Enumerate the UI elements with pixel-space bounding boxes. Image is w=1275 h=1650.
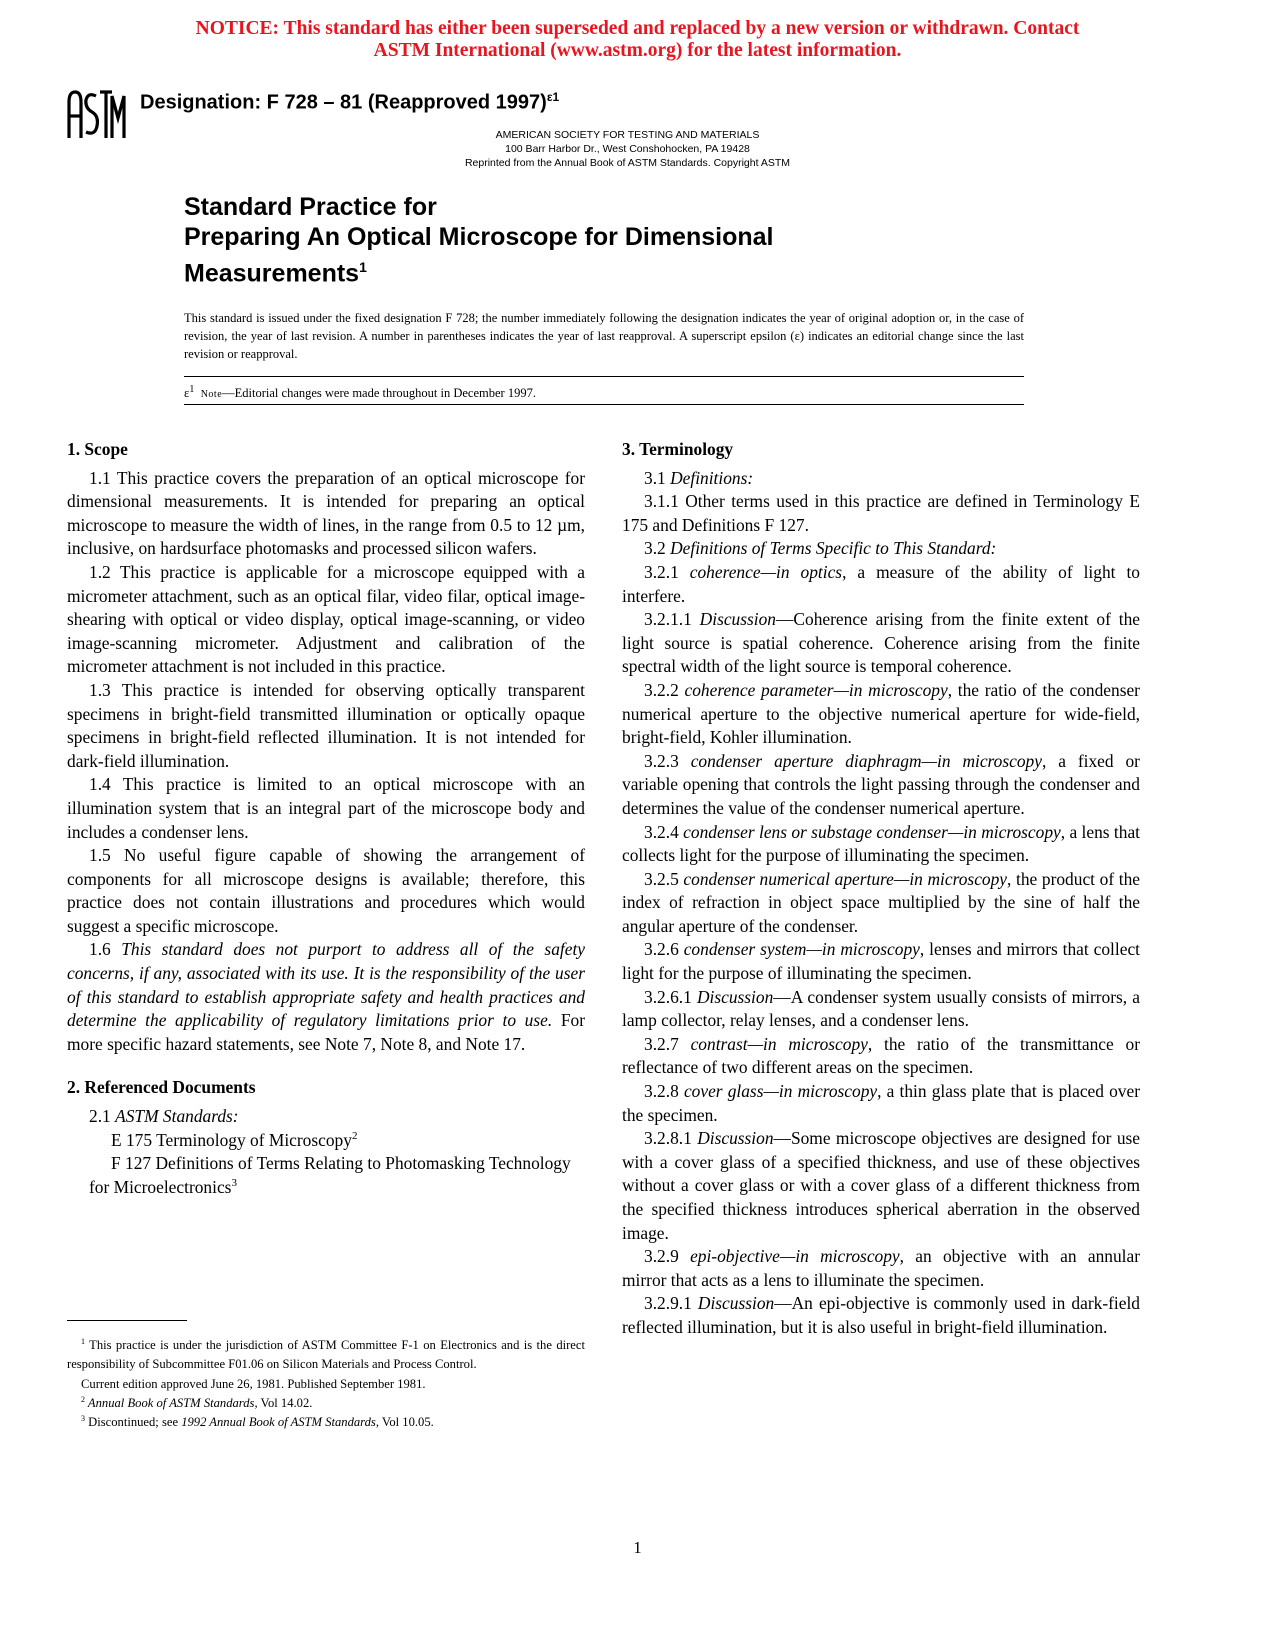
definition-text: , the product of the index of refraction in object space multiplied by the sine of half the angular aperture of the condenser.	[622, 868, 1140, 936]
editorial-mark-sup: 1	[189, 384, 195, 395]
title-footnote-mark: 1	[359, 259, 367, 275]
footnote-italic: 1992 Annual Book of ASTM Standards	[181, 1415, 376, 1430]
defined-term: condenser numerical aperture—in microscopy	[683, 868, 1008, 889]
definition-text: , lenses and mirrors that collect light for the purpose of illuminating the specimen.	[622, 939, 1140, 984]
paragraph-1-3: 1.3 This practice is intended for observing optically transparent specimens in bright-field transmitted illumination or optically opaque specimens in bright-field reflected illumination. It is not intended for dark-field illumination.	[67, 679, 585, 771]
footnote-mark: 2	[81, 1394, 85, 1404]
footnote-1-edition: Current edition approved June 26, 1981. Published September 1981.	[81, 1376, 426, 1391]
footnotes	[67, 1336, 585, 1432]
para-number: 3.2.8	[644, 1081, 684, 1102]
designation-epsilon: ε1	[546, 90, 560, 104]
page-number: 1	[633, 1538, 642, 1557]
para-number: 3.2	[644, 538, 671, 559]
hazard-reference: For more specific hazard statements, see Note 7, Note 8, and Note 17.	[67, 1010, 586, 1054]
para-number: 3.2.2	[644, 679, 685, 700]
para-number: 3.2.7	[644, 1033, 691, 1054]
footnote-1	[67, 1336, 585, 1375]
footnote-text: Discontinued; see	[85, 1415, 182, 1430]
specific-definitions-label: Definitions of Terms Specific to This Standard:	[670, 538, 997, 559]
footnote-text: , Vol 10.05.	[375, 1415, 434, 1430]
astm-logo-icon	[66, 88, 126, 140]
footnote-mark: 3	[81, 1414, 85, 1423]
definition-3-2-9-1	[622, 1292, 1140, 1339]
paragraph-1-2: 1.2 This practice is applicable for a microscope equipped with a micrometer attachment, such as an optical filar, video filar, optical image-shearing with optical or video display, optical image-scanning, or video image-scanning micrometer. Adjustment and calibration of the micrometer attachment is not included in this practice.	[67, 561, 585, 677]
definition-text: , a measure of the ability of light to interfere.	[622, 561, 1140, 606]
divider	[184, 376, 1024, 377]
definition-3-2-6-1	[622, 986, 1140, 1033]
discussion-label: Discussion	[696, 986, 774, 1007]
para-number: 3.2.1	[644, 561, 690, 582]
society-block	[420, 128, 835, 170]
footnote-mark: 2	[351, 1129, 358, 1142]
discussion-label: Discussion	[697, 1128, 774, 1149]
definition-3-2-5	[622, 868, 1140, 939]
footnote-mark: 3	[231, 1177, 237, 1190]
paragraph-1-6	[67, 938, 585, 1056]
title-line-3	[184, 252, 944, 288]
para-number: 3.2.6	[644, 939, 684, 960]
discussion-label: Discussion	[699, 609, 777, 630]
definition-3-2-8-1	[622, 1127, 1140, 1245]
defined-term: epi-objective—in microscopy	[690, 1246, 900, 1267]
editorial-note-text: —Editorial changes were made throughout in December 1997.	[222, 386, 536, 401]
paragraph-3-1-1: 3.1.1 Other terms used in this practice are defined in Terminology E 175 and Definitions F 127.	[622, 491, 1140, 535]
definition-3-2-6	[622, 938, 1140, 985]
definition-text: , a lens that collects light for the purpose of illuminating the specimen.	[622, 821, 1141, 866]
discussion-label: Discussion	[697, 1293, 775, 1314]
safety-caveat: This standard does not purport to address all of the safety concerns, if any, associated with its use. It is the responsibility of the user of this standard to establish appropriate safety and health practices and determine the applicability of regulatory limitations prior to use.	[67, 939, 585, 1031]
definition-3-2-1-1	[622, 608, 1140, 679]
para-number: 3.2.8.1	[644, 1128, 698, 1149]
definition-text: , an objective with an annular mirror that acts as a lens to illuminate the specimen.	[622, 1246, 1140, 1290]
footnote-3	[67, 1413, 585, 1432]
defined-term: coherence parameter—in microscopy	[684, 679, 948, 700]
paragraph-1-4: 1.4 This practice is limited to an optical microscope with an illumination system that is an integral part of the microscope body and includes a condenser lens.	[67, 774, 585, 842]
definition-text: —An epi-objective is commonly used in dark-field reflected illumination, but it is also useful in bright-field illumination.	[622, 1293, 1140, 1337]
divider	[184, 404, 1024, 405]
definition-3-2-7	[622, 1033, 1140, 1080]
designation-text: Designation: F 728 – 81 (Reapproved 1997)	[140, 91, 547, 114]
defined-term: condenser lens or substage condenser—in microscopy	[683, 821, 1061, 842]
para-number: 3.2.9	[644, 1246, 691, 1267]
notice-line-1: NOTICE: This standard has either been superseded and replaced by a new version or withdrawn. Contact	[195, 18, 1080, 39]
defined-term: coherence—in optics	[689, 561, 843, 582]
document-title	[184, 192, 944, 288]
reference-f127	[67, 1152, 585, 1199]
para-number: 2.1	[89, 1106, 116, 1127]
definition-text: , the ratio of the condenser numerical aperture to the objective numerical aperture for wide-field, bright-field, Kohler illumination.	[622, 679, 1140, 748]
reference-text: E 175 Terminology of Microscopy	[111, 1129, 352, 1150]
definition-text: —Coherence arising from the finite extent of the light source is spatial coherence. Coherence arising from the finite spectral width of the light source is temporal coherence.	[622, 609, 1140, 677]
right-column	[622, 438, 1140, 1340]
definition-text: , a thin glass plate that is placed over the specimen.	[622, 1081, 1140, 1125]
definition-3-2-2	[622, 679, 1140, 750]
definition-3-2-8	[622, 1080, 1140, 1127]
definition-3-2-9	[622, 1245, 1140, 1292]
issuance-statement: This standard is issued under the fixed designation F 728; the number immediately following the designation indicates the year of original adoption or, in the case of revision, the year of last revision. A number in parentheses indicates the year of last reapproval. A superscript epsilon (ε) indicates an editorial change since the last revision or reapproval.	[184, 311, 1024, 361]
section-heading-referenced-documents: 2. Referenced Documents	[67, 1077, 256, 1098]
astm-standards-label: ASTM Standards:	[115, 1106, 239, 1127]
title-line-2: Preparing An Optical Microscope for Dimensional	[184, 223, 774, 251]
footnote-italic: Annual Book of ASTM Standards	[85, 1395, 255, 1410]
definition-text: —A condenser system usually consists of mirrors, a lamp collector, relay lenses, and a condenser lens.	[622, 986, 1140, 1031]
title-line-3-text: Measurements	[184, 259, 360, 288]
definition-text: , the ratio of the transmittance or reflectance of two different areas on the specimen.	[622, 1033, 1140, 1078]
definition-3-2-1	[622, 561, 1140, 608]
defined-term: cover glass—in microscopy	[683, 1081, 878, 1102]
para-number: 3.2.5	[644, 868, 684, 889]
footnote-2	[67, 1394, 585, 1413]
definition-text: , a fixed or variable opening that controls the light passing through the condenser and determines the value of the condenser numerical aperture.	[622, 750, 1140, 818]
footnote-divider	[67, 1320, 187, 1321]
para-number: 3.2.3	[644, 750, 691, 771]
designation	[140, 90, 559, 115]
paragraph-2-1	[67, 1105, 585, 1129]
reference-e175	[67, 1129, 585, 1153]
left-column	[67, 438, 585, 1199]
paragraph-3-2	[622, 537, 1140, 561]
editorial-note	[184, 381, 536, 404]
section-heading-terminology: 3. Terminology	[622, 439, 734, 459]
paragraph-1-5: 1.5 No useful figure capable of showing the arrangement of components for all microscope designs is available; therefore, this practice does not contain illustrations and procedures which would suggest a specific microscope.	[67, 845, 585, 936]
notice-line-2: ASTM International (www.astm.org) for the latest information.	[373, 40, 902, 61]
defined-term: contrast—in microscopy	[690, 1033, 868, 1054]
definitions-label: Definitions:	[670, 467, 754, 488]
definition-3-2-4	[622, 821, 1140, 868]
para-number: 3.1	[644, 467, 671, 488]
paragraph-3-1	[622, 467, 1140, 491]
footnote-text: This practice is under the jurisdiction of ASTM Committee F-1 on Electronics and is the direct responsibility of Subcommittee F01.06 on Silicon Materials and Process Control.	[67, 1338, 585, 1372]
defined-term: condenser aperture diaphragm—in microscopy	[690, 750, 1042, 771]
para-number: 3.2.4	[644, 821, 684, 842]
para-number: 3.2.1.1	[644, 609, 700, 630]
definition-text: —Some microscope objectives are designed for use with a cover glass of a specified thickness, and use of these objectives without a cover glass or with a cover glass of a different thickness from the specified thickness introduces spherical aberration in the observed image.	[622, 1128, 1140, 1243]
defined-term: condenser system—in microscopy	[683, 939, 920, 960]
definition-3-2-3	[622, 750, 1140, 821]
para-number: 1.6	[89, 939, 122, 960]
section-heading-scope: 1. Scope	[67, 439, 128, 459]
para-number: 3.2.9.1	[644, 1293, 698, 1314]
society-address: 100 Barr Harbor Dr., West Conshohocken, PA 19428	[505, 143, 750, 155]
reference-text: F 127 Definitions of Terms Relating to Photomasking Technology for Microelectronics	[89, 1153, 571, 1197]
society-name: AMERICAN SOCIETY FOR TESTING AND MATERIALS	[495, 129, 760, 141]
para-number: 3.2.6.1	[644, 986, 697, 1007]
note-label: Note	[200, 389, 223, 401]
footnote-text: , Vol 14.02.	[254, 1395, 313, 1410]
paragraph-1-1: 1.1 This practice covers the preparation of an optical microscope for dimensional measurements. It is intended for preparing an optical microscope to measure the width of lines, in the range from 0.5 to 12 µm, inclusive, on hardsurface photomasks and processed silicon wafers.	[67, 467, 585, 559]
editorial-mark: ε	[184, 386, 190, 401]
title-line-1: Standard Practice for	[184, 193, 437, 221]
footnote-mark: 1	[81, 1336, 85, 1346]
reprint-line: Reprinted from the Annual Book of ASTM Standards. Copyright ASTM	[464, 157, 791, 169]
supersession-notice	[100, 18, 1175, 62]
